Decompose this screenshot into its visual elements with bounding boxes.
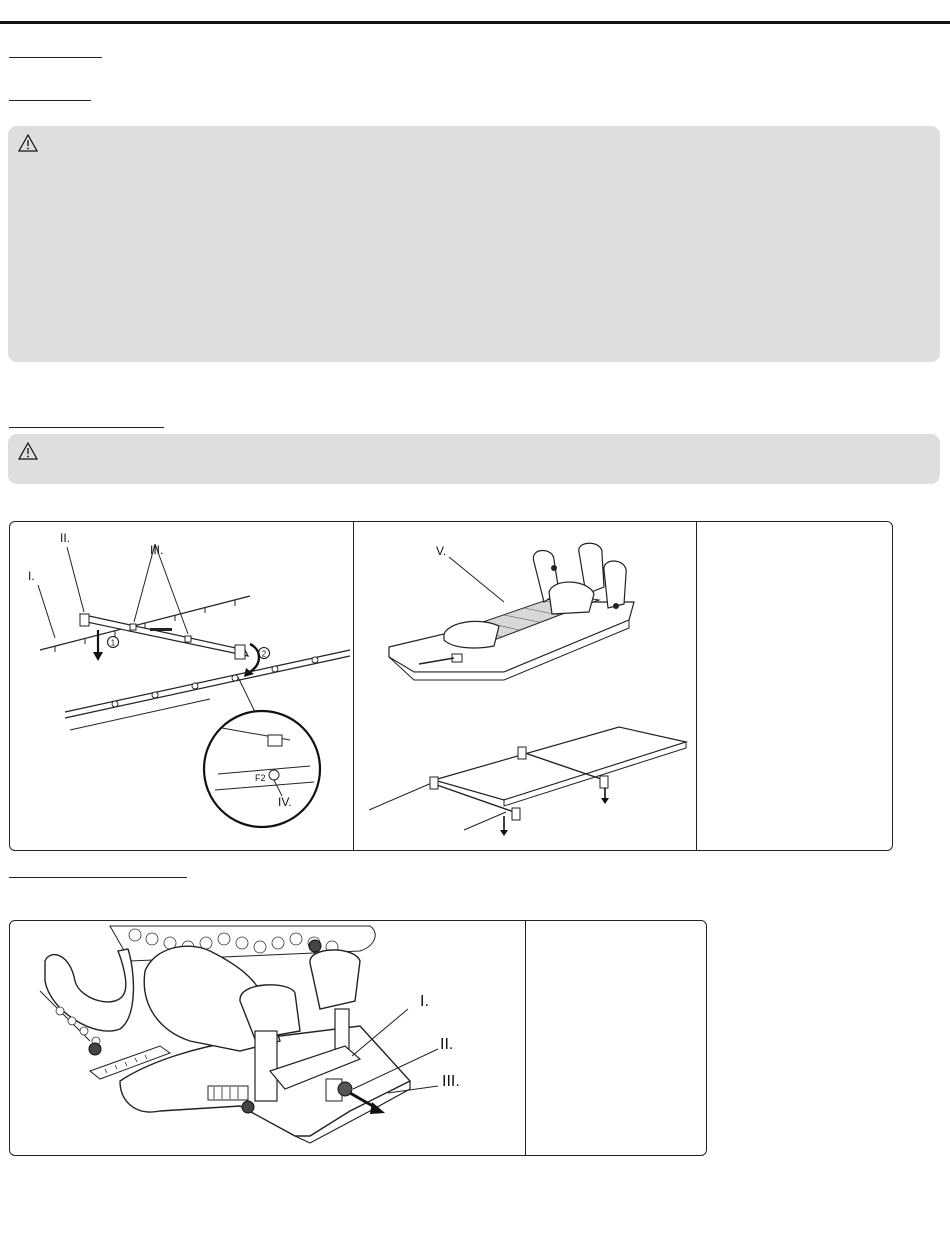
heading-underline-2 — [9, 100, 91, 101]
heading-underline-1 — [9, 57, 102, 58]
leg-platform-illustration — [354, 522, 696, 850]
callout-I: I. — [28, 569, 35, 583]
figure-1-frame — [9, 521, 893, 851]
warning-box-large — [8, 126, 940, 362]
figure-2-frame — [9, 920, 707, 1156]
rail-attachment-illustration — [10, 522, 353, 850]
step-2-label: 2 — [261, 649, 267, 659]
callout-IV: IV. — [278, 795, 292, 809]
figure-2-divider — [525, 921, 526, 1155]
top-rule — [0, 21, 950, 24]
heading-underline-4 — [9, 877, 187, 878]
leg-holder-release-illustration — [10, 921, 525, 1155]
warning-triangle-icon — [18, 134, 38, 152]
hole-label-f2: F2 — [255, 773, 266, 783]
callout-I: I. — [420, 993, 429, 1010]
step-1-label: 1 — [110, 638, 116, 648]
warning-box-small — [8, 434, 940, 484]
callout-III: III. — [442, 1073, 460, 1090]
callout-V: V. — [436, 544, 447, 558]
callout-III: III. — [150, 543, 164, 557]
warning-triangle-icon — [18, 442, 38, 460]
callout-II: II. — [440, 1036, 454, 1053]
callout-II: II. — [60, 531, 71, 545]
figure-1-divider-2 — [696, 522, 697, 850]
heading-underline-3 — [9, 427, 164, 428]
